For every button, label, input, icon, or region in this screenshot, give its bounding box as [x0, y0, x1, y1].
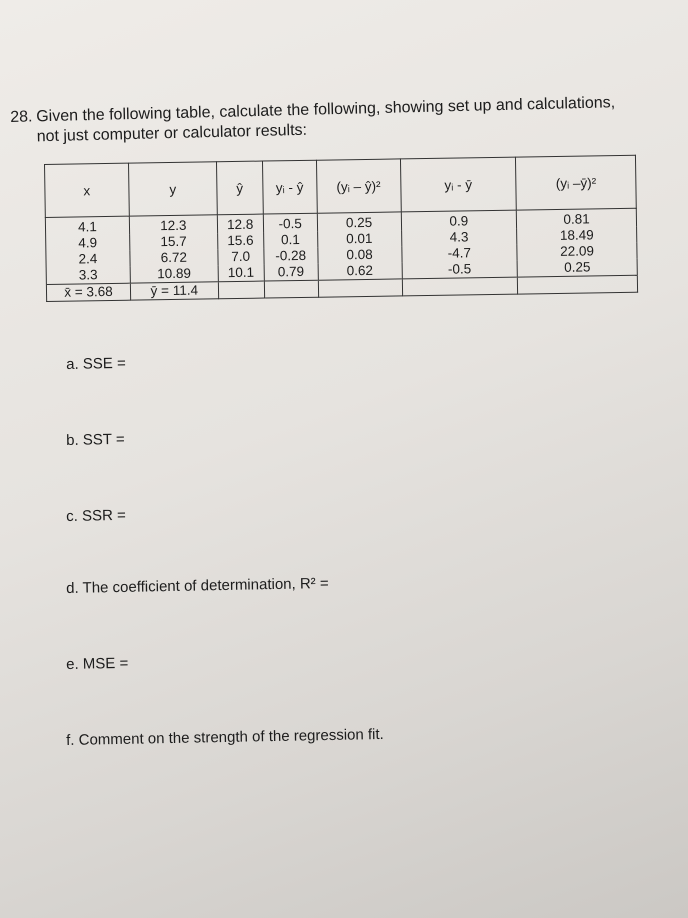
cell: 18.49	[517, 227, 637, 245]
cell: 7.0	[218, 249, 264, 266]
cell: -0.28	[264, 248, 318, 265]
cell: 22.09	[517, 243, 637, 261]
question-d-r-squared: d. The coefficient of determination, R² =	[66, 574, 329, 597]
cell: 3.3	[46, 267, 130, 285]
cell: 4.1	[45, 216, 129, 236]
empty-cell	[264, 280, 318, 298]
empty-cell	[318, 279, 402, 297]
header-y-hat: ŷ	[216, 161, 263, 215]
cell: 15.7	[130, 233, 218, 250]
table-header-row	[45, 155, 637, 217]
header-deviation-squared: (yᵢ –ȳ)²	[516, 155, 637, 210]
header-x: x	[45, 163, 130, 217]
empty-cell	[402, 277, 518, 296]
cell: 4.9	[46, 235, 130, 252]
question-b-sst: b. SST =	[66, 430, 125, 449]
cell: 0.08	[317, 246, 401, 263]
problem-text-line1: Given the following table, calculate the following, showing set up and calculations,	[36, 94, 616, 126]
problem-statement	[10, 92, 671, 148]
cell: 2.4	[46, 251, 130, 268]
empty-cell	[218, 281, 264, 299]
cell: 0.1	[263, 232, 317, 249]
regression-table	[44, 155, 638, 302]
cell: -4.7	[401, 245, 517, 263]
question-c-ssr: c. SSR =	[66, 506, 126, 525]
header-residual-squared: (yᵢ – ŷ)²	[316, 159, 401, 213]
header-deviation: yᵢ - ȳ	[400, 157, 517, 212]
mean-x-cell: x̄ = 3.68	[46, 283, 130, 301]
cell: 12.3	[129, 215, 217, 235]
cell: 10.1	[218, 265, 264, 282]
problem-number: 28.	[10, 108, 33, 126]
cell: 0.81	[517, 208, 637, 228]
empty-cell	[518, 275, 638, 294]
cell: 0.62	[318, 262, 402, 280]
question-a-sse: a. SSE =	[66, 354, 126, 373]
cell: 15.6	[217, 233, 263, 250]
cell: 0.79	[264, 264, 318, 281]
cell: 6.72	[130, 249, 218, 266]
header-residual: yᵢ - ŷ	[262, 160, 317, 214]
cell: -0.5	[263, 213, 317, 232]
cell: 0.01	[317, 230, 401, 247]
cell: 0.9	[401, 210, 517, 230]
cell: 0.25	[317, 212, 401, 232]
cell: 0.25	[517, 259, 637, 277]
question-e-mse: e. MSE =	[66, 654, 129, 673]
header-y: y	[128, 162, 217, 216]
cell: -0.5	[402, 261, 518, 279]
mean-y-cell: ȳ = 11.4	[130, 282, 218, 300]
cell: 12.8	[217, 214, 263, 233]
problem-text-line2: not just computer or calculator results:	[36, 121, 308, 146]
question-f-comment: f. Comment on the strength of the regression fit.	[66, 725, 384, 749]
cell: 10.89	[130, 265, 218, 283]
cell: 4.3	[401, 229, 517, 247]
